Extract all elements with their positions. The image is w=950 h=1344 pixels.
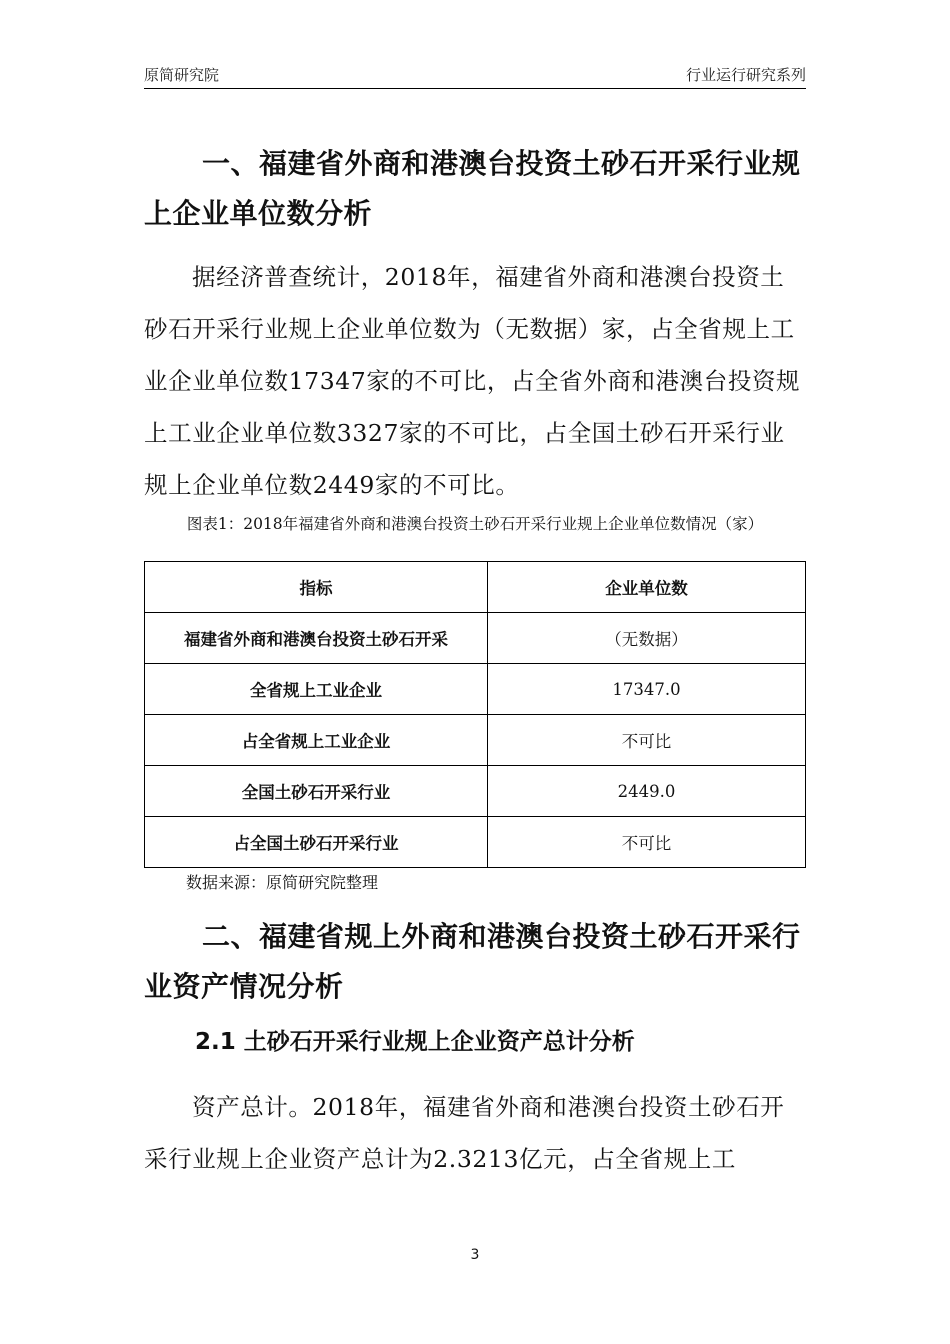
section2-heading: 二、福建省规上外商和港澳台投资土砂石开采行业资产情况分析 bbox=[144, 920, 801, 1003]
value-cell: 2449.0 bbox=[488, 766, 806, 817]
table-row bbox=[145, 817, 806, 868]
unit-count-table bbox=[144, 561, 806, 868]
header-series-name: 行业运行研究系列 bbox=[685, 66, 806, 84]
value-cell: 不可比 bbox=[488, 817, 806, 868]
section1-paragraph: 据经济普查统计，2018年，福建省外商和港澳台投资土砂石开采行业规上企业单位数为（无数据）家，占全省规上工业企业单位数17347家的不可比，占全省外商和港澳台投资规上工业企业单位数3327家的不可比，占全国土砂石开采行业规上企业单位数2449家的不可比。 bbox=[144, 263, 801, 499]
value-cell: 17347.0 bbox=[488, 664, 806, 715]
indicator-cell: 全国土砂石开采行业 bbox=[145, 766, 488, 817]
indicator-cell: 占全国土砂石开采行业 bbox=[145, 817, 488, 868]
section2-paragraph: 资产总计。2018年，福建省外商和港澳台投资土砂石开采行业规上企业资产总计为2.3213亿元，占全省规上工 bbox=[144, 1093, 785, 1173]
table-row bbox=[145, 766, 806, 817]
section1-heading: 一、福建省外商和港澳台投资土砂石开采行业规上企业单位数分析 bbox=[144, 147, 801, 230]
header-org-name: 原简研究院 bbox=[144, 66, 220, 84]
indicator-cell: 全省规上工业企业 bbox=[145, 664, 488, 715]
table-source-note: 数据来源：原简研究院整理 bbox=[186, 873, 379, 892]
table-row bbox=[145, 715, 806, 766]
indicator-cell: 福建省外商和港澳台投资土砂石开采 bbox=[145, 613, 488, 664]
value-cell: （无数据） bbox=[488, 613, 806, 664]
page-number: 3 bbox=[470, 1247, 480, 1263]
indicator-cell: 占全省规上工业企业 bbox=[145, 715, 488, 766]
table-header-row bbox=[145, 562, 806, 613]
section2-subheading: 2.1 土砂石开采行业规上企业资产总计分析 bbox=[195, 1029, 635, 1055]
header-cell-indicator: 指标 bbox=[145, 562, 488, 613]
table-caption: 图表1：2018年福建省外商和港澳台投资土砂石开采行业规上企业单位数情况（家） bbox=[186, 515, 764, 533]
header-cell-count: 企业单位数 bbox=[488, 562, 806, 613]
header-divider bbox=[144, 88, 806, 89]
table-row bbox=[145, 664, 806, 715]
table-row bbox=[145, 613, 806, 664]
value-cell: 不可比 bbox=[488, 715, 806, 766]
